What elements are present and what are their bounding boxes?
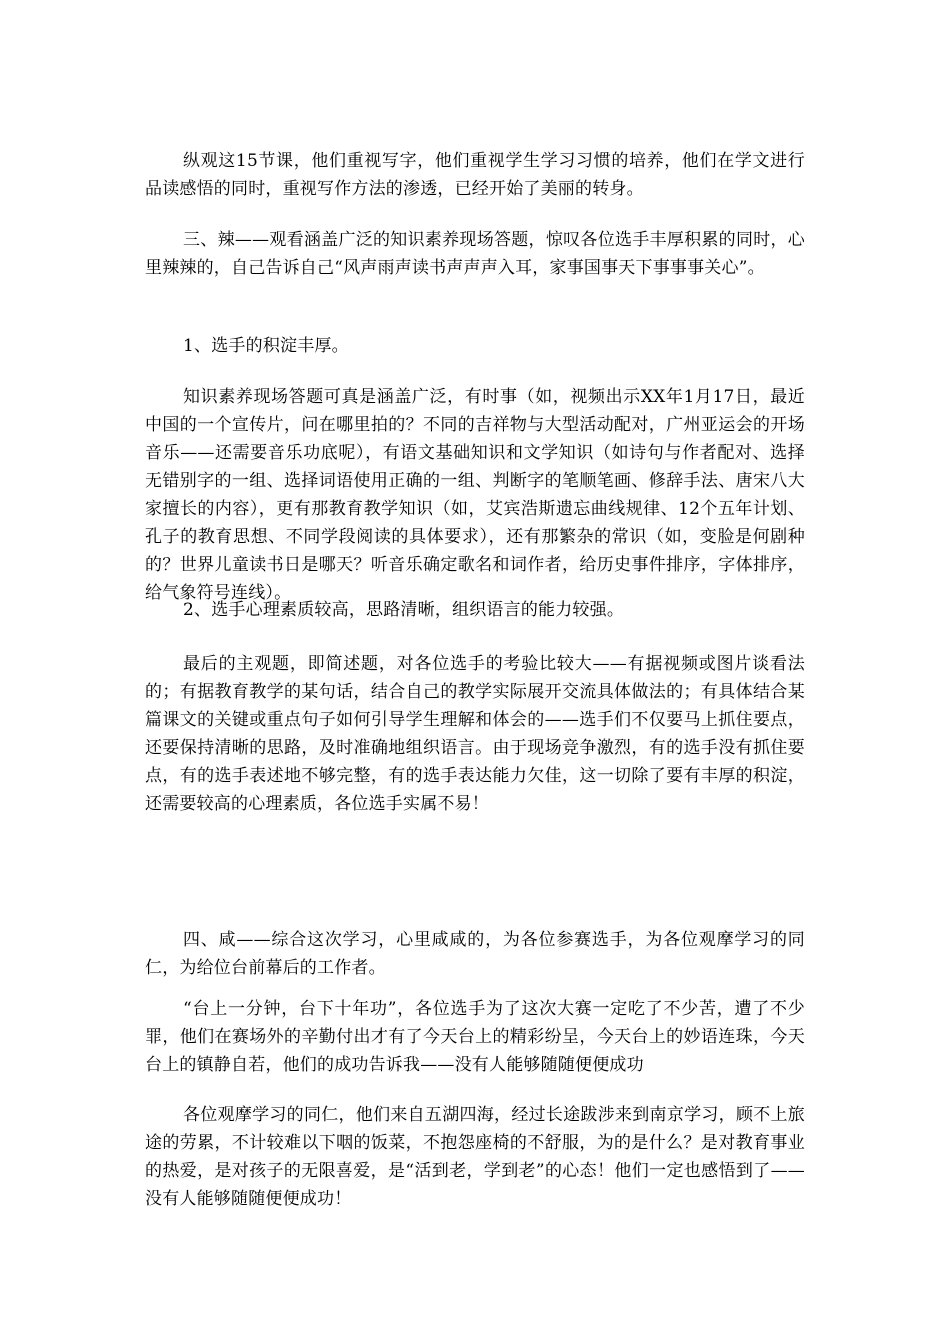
- paragraph-7: 四、咸——综合这次学习，心里咸咸的，为各位参赛选手，为各位观摩学习的同仁，为给位台前幕后的工作者。: [145, 930, 805, 978]
- paragraph-5: 2、选手心理素质较高，思路清晰，组织语言的能力较强。: [183, 600, 625, 620]
- paragraph-2: 三、辣——观看涵盖广泛的知识素养现场答题，惊叹各位选手丰厚积累的同时，心里辣辣的，自己告诉自己“风声雨声读书声声声入耳，家事国事天下事事事关心”。: [145, 230, 805, 278]
- paragraph-6: 最后的主观题，即简述题，对各位选手的考验比较大——有据视频或图片谈看法的；有据教育教学的某句话，结合自己的教学实际展开交流具体做法的；有具体结合某篇课文的关键或重点句子如何引导学生理解和体会的——选手们不仅要马上抓住要点，还要保持清晰的思路，及时准确地组织语言。由于现场竞争激烈，有的选手没有抓住要点，有的选手表述地不够完整，有的选手表达能力欠佳，这一切除了要有丰厚的积淀，还需要较高的心理素质，各位选手实属不易！: [145, 654, 805, 814]
- paragraph-1: 纵观这15节课，他们重视写字，他们重视学生学习习惯的培养，他们在学文进行品读感悟的同时，重视写作方法的渗透，已经开始了美丽的转身。: [145, 151, 805, 199]
- paragraph-8: “台上一分钟，台下十年功”，各位选手为了这次大赛一定吃了不少苦，遭了不少罪，他们在赛场外的辛勤付出才有了今天台上的精彩纷呈，今天台上的妙语连珠，今天台上的镇静自若，他们的成功告诉我——没有人能够随随便便成功: [145, 999, 805, 1075]
- paragraph-4: 知识素养现场答题可真是涵盖广泛，有时事（如，视频出示XX年1月17日，最近中国的一个宣传片，问在哪里拍的？不同的吉祥物与大型活动配对，广州亚运会的开场音乐——还需要音乐功底呢），有语文基础知识和文学知识（如诗句与作者配对、选择无错别字的一组、选择词语使用正确的一组、判断字的笔顺笔画、修辞手法、唐宋八大家擅长的内容），更有那教育教学知识（如，艾宾浩斯遗忘曲线规律、12个五年计划、孔子的教育思想、不同学段阅读的具体要求），还有那繁杂的常识（如，变脸是何剧种的？世界儿童读书日是哪天？听音乐确定歌名和词作者，给历史事件排序，字体排序，给气象符号连线）。: [145, 387, 805, 603]
- paragraph-9: 各位观摩学习的同仁，他们来自五湖四海，经过长途跋涉来到南京学习，顾不上旅途的劳累，不计较难以下咽的饭菜，不抱怨座椅的不舒服，为的是什么？是对教育事业的热爱，是对孩子的无限喜爱，是“活到老，学到老”的心态！他们一定也感悟到了——没有人能够随随便便成功！: [145, 1105, 805, 1209]
- paragraph-3: 1、选手的积淀丰厚。: [183, 336, 349, 356]
